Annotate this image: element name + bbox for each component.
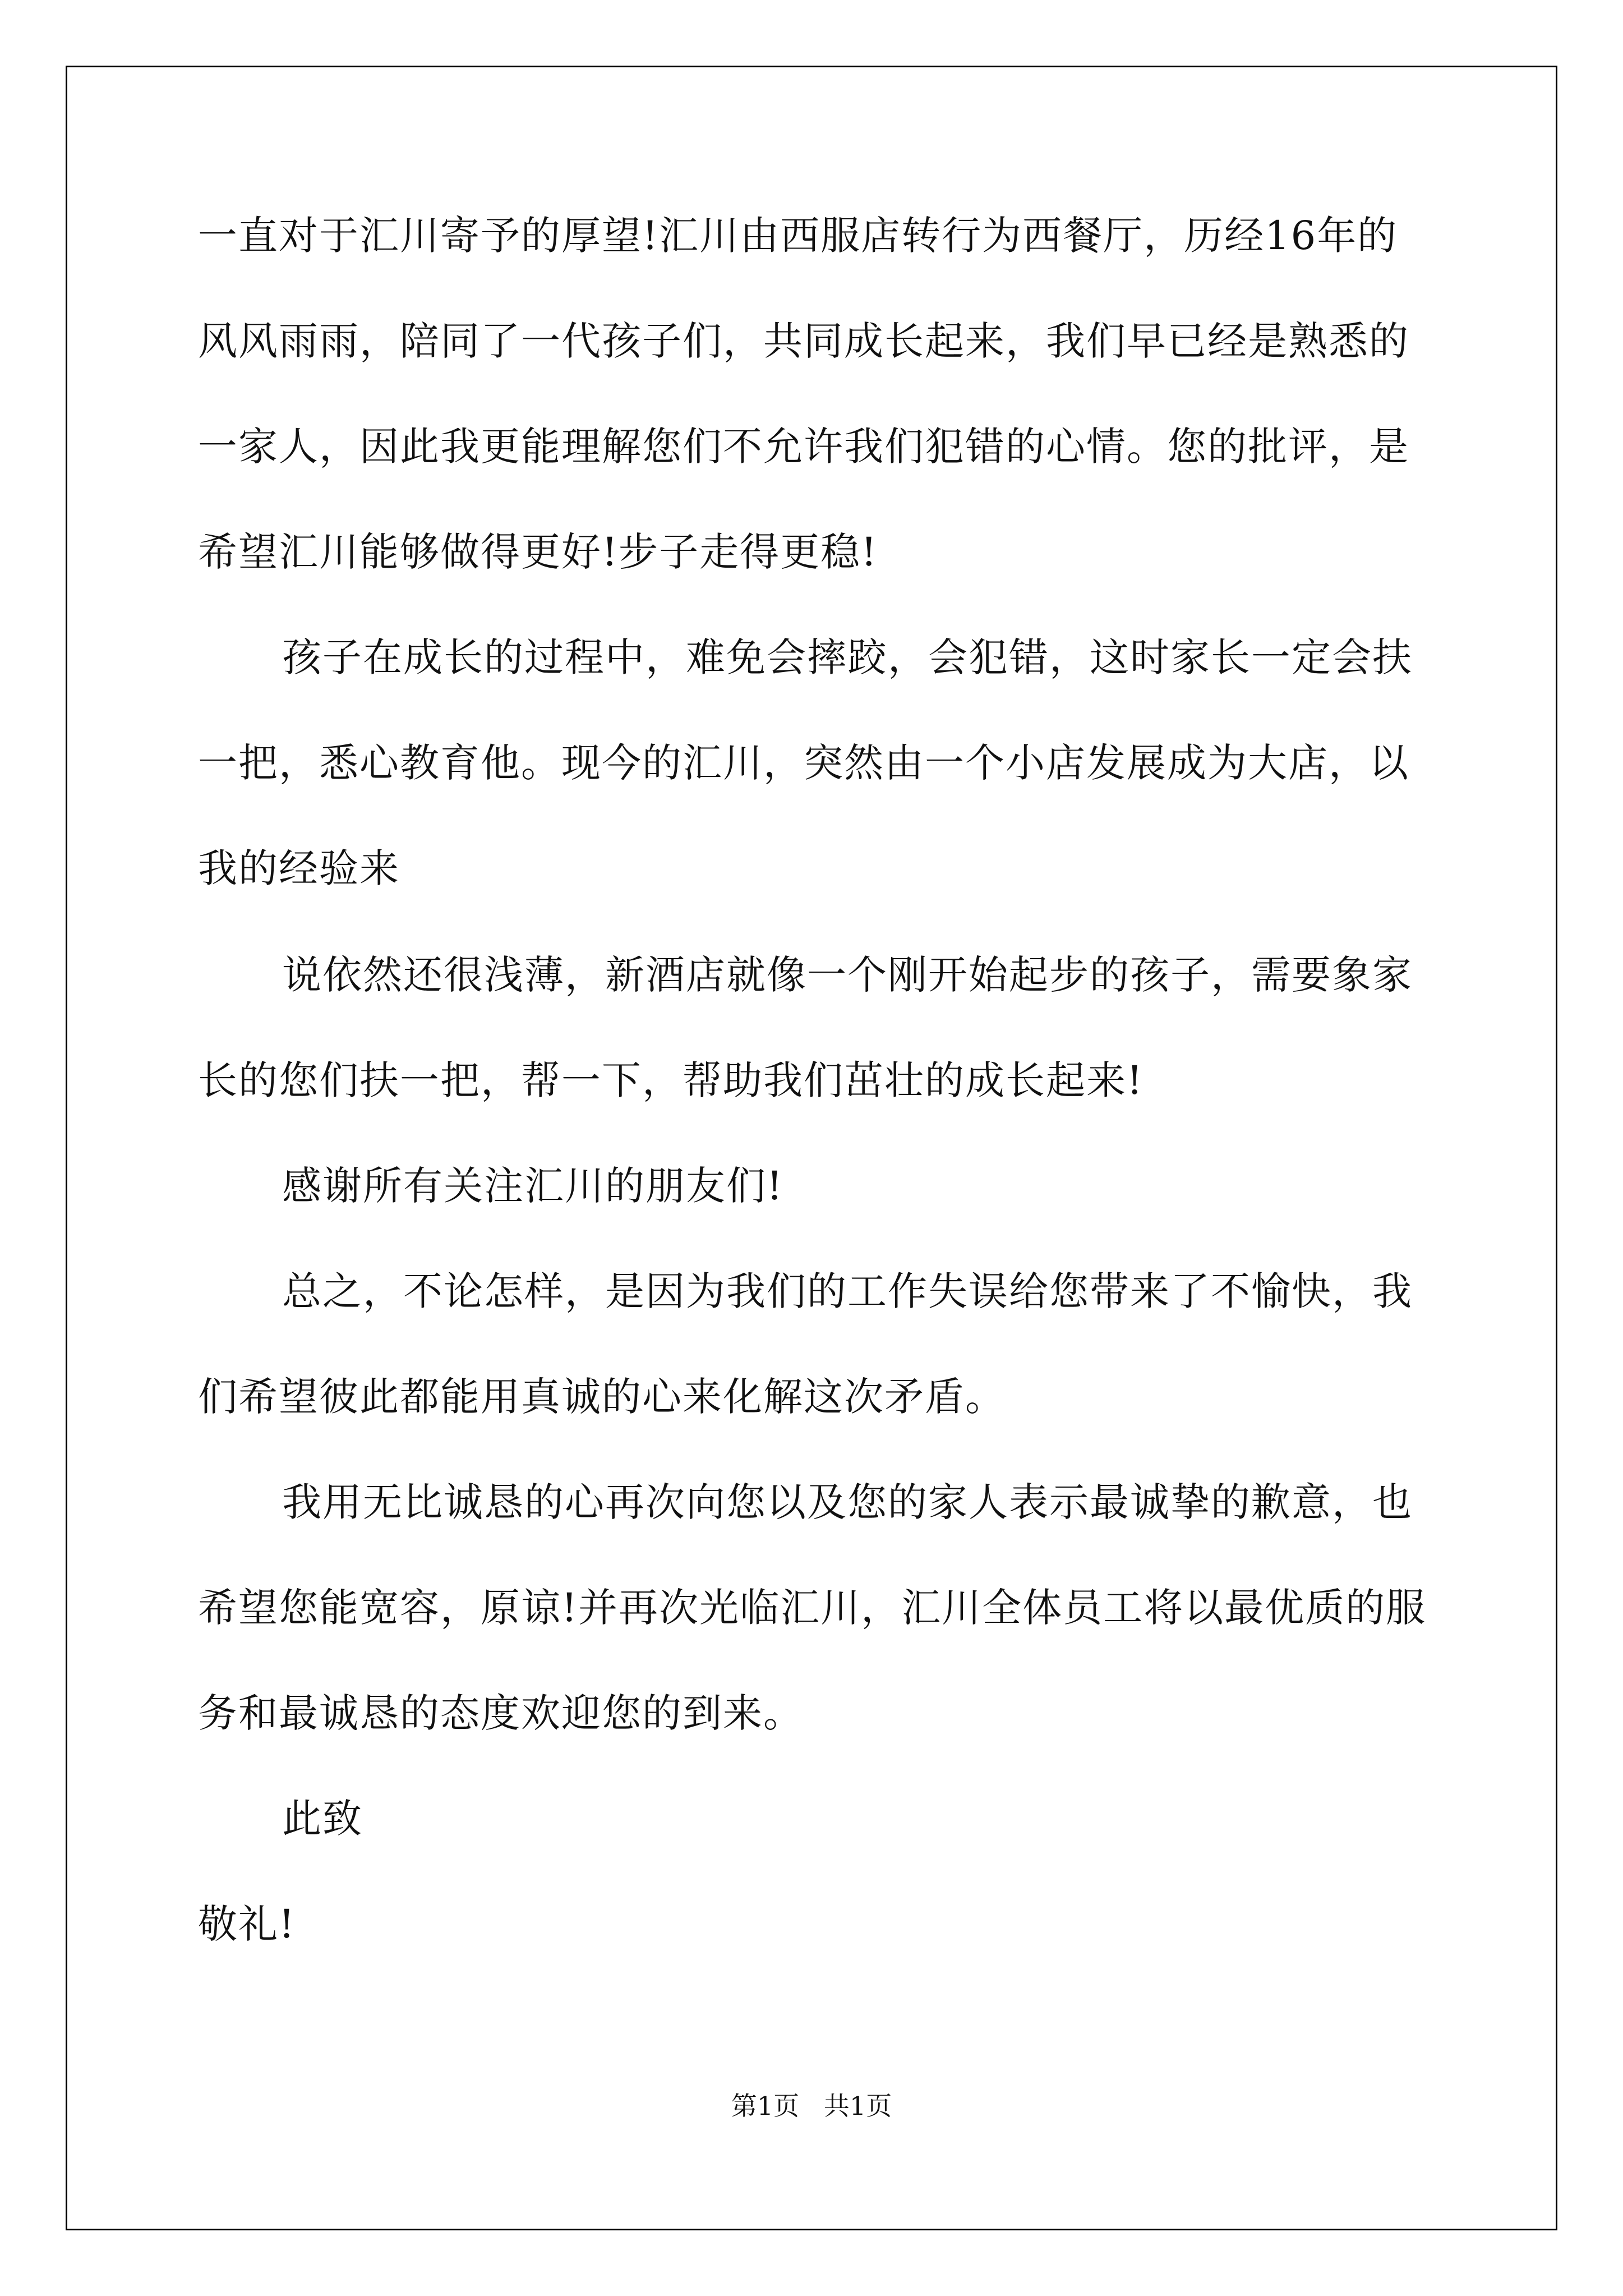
- body-line: 一把，悉心教育他。现今的汇川，突然由一个小店发展成为大店，以: [198, 740, 1409, 786]
- closing-salutation: 此致: [282, 1796, 363, 1842]
- body-line: 我的经验来: [198, 845, 400, 891]
- body-line: 风风雨雨，陪同了一代孩子们，共同成长起来，我们早已经是熟悉的: [198, 318, 1409, 364]
- page-footer: 第1页 共1页: [731, 2091, 892, 2121]
- paragraph-line: 总之，不论怎样，是因为我们的工作失误给您带来了不愉快，我: [282, 1268, 1413, 1314]
- closing-regards: 敬礼!: [198, 1901, 296, 1947]
- paragraph-line: 说依然还很浅薄，新酒店就像一个刚开始起步的孩子，需要象家: [282, 952, 1413, 998]
- body-line: 一直对于汇川寄予的厚望!汇川由西服店转行为西餐厅，历经16年的: [198, 213, 1398, 259]
- body-line: 务和最诚恳的态度欢迎您的到来。: [198, 1690, 804, 1736]
- paragraph-line: 感谢所有关注汇川的朋友们!: [282, 1163, 784, 1209]
- paragraph-line: 孩子在成长的过程中，难免会摔跤，会犯错，这时家长一定会扶: [282, 634, 1413, 680]
- body-line: 们希望彼此都能用真诚的心来化解这次矛盾。: [198, 1374, 1006, 1420]
- body-line: 长的您们扶一把，帮一下，帮助我们茁壮的成长起来!: [198, 1057, 1144, 1103]
- body-line: 一家人，因此我更能理解您们不允许我们犯错的心情。您的批评，是: [198, 424, 1409, 470]
- paragraph-line: 我用无比诚恳的心再次向您以及您的家人表示最诚挚的歉意，也: [282, 1479, 1413, 1525]
- body-line: 希望您能宽容，原谅!并再次光临汇川，汇川全体员工将以最优质的服: [198, 1585, 1427, 1631]
- body-line: 希望汇川能够做得更好!步子走得更稳!: [198, 529, 878, 575]
